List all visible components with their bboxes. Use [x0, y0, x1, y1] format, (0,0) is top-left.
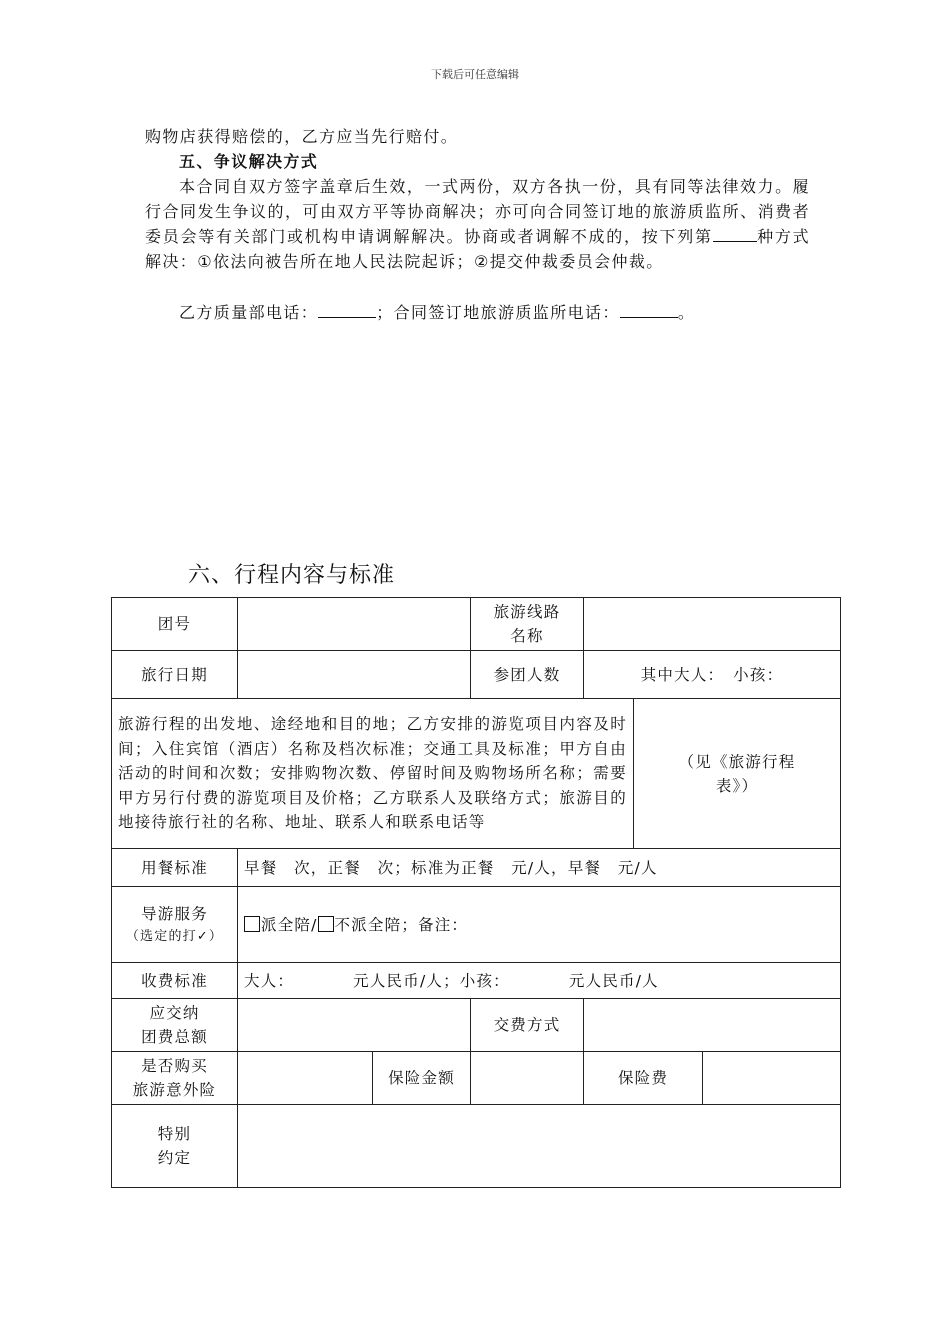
insurance-amount-field[interactable]	[471, 1052, 584, 1105]
special-terms-label: 特别 约定	[112, 1105, 238, 1188]
payment-method-field[interactable]	[584, 999, 841, 1052]
guide-service-field	[238, 887, 841, 963]
no-full-escort-checkbox[interactable]	[318, 916, 334, 932]
phone-line-end: 。	[677, 303, 696, 322]
intro-line: 购物店获得赔偿的，乙方应当先行赔付。	[145, 127, 459, 146]
fee-standard-field[interactable]: 大人： 元人民币/人；小孩： 元人民币/人	[238, 963, 841, 999]
guide-service-label-cell	[112, 887, 238, 963]
full-escort-label: 派全陪/	[261, 915, 318, 934]
section5-paragraph	[145, 174, 810, 274]
travel-date-label: 旅行日期	[112, 651, 238, 699]
section5-title: 五、争议解决方式	[179, 152, 319, 171]
group-number-label: 团号	[112, 598, 238, 651]
quality-dept-phone-blank[interactable]	[318, 301, 376, 318]
quality-dept-phone-label: 乙方质量部电话：	[179, 303, 319, 322]
special-terms-field[interactable]	[238, 1105, 841, 1188]
supervision-phone-blank[interactable]	[620, 301, 678, 318]
phone-line	[145, 300, 810, 325]
insurance-amount-label: 保险金额	[373, 1052, 471, 1105]
insurance-purchase-field[interactable]	[238, 1052, 373, 1105]
section6-title: 六、行程内容与标准	[188, 563, 396, 588]
section5-paragraph-part2: 种方式解决：①依法向被告所在地人民法院起诉；②提交仲裁委员会仲裁。	[145, 227, 810, 271]
meal-standard-label: 用餐标准	[112, 849, 238, 887]
fee-standard-label: 收费标准	[112, 963, 238, 999]
itinerary-table	[111, 597, 841, 1188]
guide-service-label: 导游服务	[141, 904, 208, 923]
dispute-method-blank[interactable]	[713, 225, 757, 242]
tour-route-label: 旅游线路 名称	[471, 598, 584, 651]
section5-paragraph-part1: 本合同自双方签字盖章后生效，一式两份，双方各执一份，具有同等法律效力。履行合同发生争议的，可由双方平等协商解决；亦可向合同签订地的旅游质监所、消费者委员会等有关部门或机构申请调解解决。协商或者调解不成的，按下列第	[145, 177, 810, 246]
adults-children-field[interactable]: 其中大人： 小孩：	[584, 651, 841, 699]
participants-label: 参团人数	[471, 651, 584, 699]
itinerary-description: 旅游行程的出发地、途经地和目的地；乙方安排的游览项目内容及时间；入住宾馆（酒店）名称及档次标准；交通工具及标准；甲方自由活动的时间和次数；安排购物次数、停留时间及购物场所名称；需要甲方另行付费的游览项目及价格；乙方联系人及联络方式；旅游目的地接待旅行社的名称、地址、联系人和联系电话等	[112, 699, 634, 849]
insurance-purchase-label: 是否购买 旅游意外险	[112, 1052, 238, 1105]
payment-method-label: 交费方式	[471, 999, 584, 1052]
phone-separator: ；	[376, 303, 394, 322]
total-fee-field[interactable]	[238, 999, 471, 1052]
tour-route-field[interactable]	[584, 598, 841, 651]
no-full-escort-label: 不派全陪；备注：	[334, 915, 469, 934]
total-fee-label: 应交纳 团费总额	[112, 999, 238, 1052]
meal-standard-field[interactable]: 早餐 次，正餐 次；标准为正餐 元/人，早餐 元/人	[238, 849, 841, 887]
supervision-phone-label: 合同签订地旅游质监所电话：	[393, 303, 620, 322]
itinerary-reference: （见《旅游行程表》）	[634, 699, 841, 849]
page-header: 下载后可任意编辑	[431, 68, 519, 81]
guide-service-note: （选定的打✓）	[125, 928, 224, 944]
full-escort-checkbox[interactable]	[244, 916, 260, 932]
group-number-field[interactable]	[238, 598, 471, 651]
insurance-premium-field[interactable]	[703, 1052, 841, 1105]
insurance-premium-label: 保险费	[584, 1052, 703, 1105]
travel-date-field[interactable]	[238, 651, 471, 699]
